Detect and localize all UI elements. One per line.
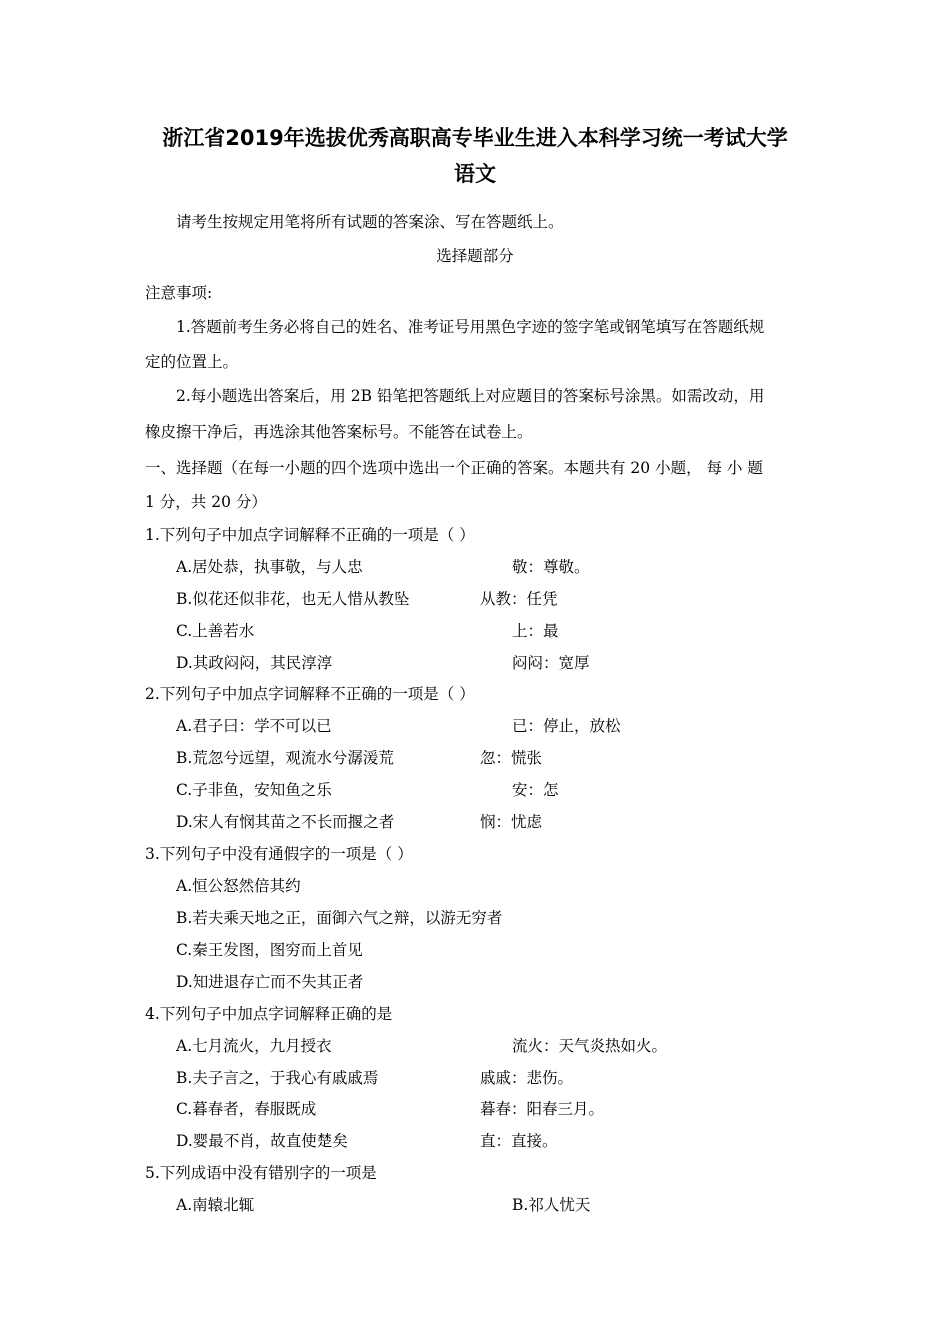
q4-option-c-explanation: 暮春：阳春三月。 [480,1100,605,1118]
q2-option-a: A.君子曰：学不可以已 [176,717,332,735]
q2-option-a-explanation: 已：停止，放松 [512,717,621,735]
q1-option-c: C.上善若水 [176,622,255,640]
part-1-instructions-line-2: 1 分，共 20 分） [145,493,267,511]
q3-stem: 3.下列句子中没有通假字的一项是（ ） [145,845,413,863]
q4-option-a: A.七月流火，九月授衣 [176,1037,332,1055]
notes-heading: 注意事项: [145,284,213,302]
q4-option-b: B.夫子言之，于我心有戚戚焉 [176,1069,379,1087]
q2-option-c-explanation: 安：怎 [512,781,559,799]
q4-option-c: C.暮春者，春服既成 [176,1100,317,1118]
q3-option-a: A.恒公怒然倍其约 [176,877,301,895]
q4-option-b-explanation: 戚戚：悲伤。 [480,1069,574,1087]
q1-option-b-explanation: 从教：任凭 [480,590,558,608]
q4-stem: 4.下列句子中加点字词解释正确的是 [145,1005,393,1023]
q3-option-d: D.知进退存亡而不失其正者 [176,973,364,991]
q1-option-d-explanation: 闷闷：宽厚 [512,654,590,672]
q2-option-c: C.子非鱼，安知鱼之乐 [176,781,332,799]
q3-option-c: C.秦王发图，图穷而上首见 [176,941,363,959]
exam-title-line2: 语文 [454,162,496,186]
q2-option-b: B.荒忽兮远望，观流水兮潺湲荒 [176,749,394,767]
note-1-line-1: 1.答题前考生务必将自己的姓名、准考证号用黑色字迹的签字笔或钢笔填写在答题纸规 [176,318,765,336]
q1-stem: 1.下列句子中加点字词解释不正确的一项是（ ） [145,526,475,544]
q5-stem: 5.下列成语中没有错别字的一项是 [145,1164,377,1182]
exam-title-line1: 浙江省2019年选拔优秀高职高专毕业生进入本科学习统一考试大学 [162,126,788,150]
q1-option-d: D.其政闷闷，其民淳淳 [176,654,333,672]
note-2-line-1: 2.每小题选出答案后，用 2B 铅笔把答题纸上对应题目的答案标号涂黑。如需改动，用 [176,387,765,405]
q2-option-d-explanation: 悯：忧虑 [480,813,543,831]
note-2-line-2: 橡皮擦干净后，再选涂其他答案标号。不能答在试卷上。 [145,423,533,441]
q2-stem: 2.下列句子中加点字词解释不正确的一项是（ ） [145,685,475,703]
q1-option-c-explanation: 上：最 [512,622,559,640]
q1-option-b: B.似花还似非花，也无人惜从教坠 [176,590,410,608]
note-1-line-2: 定的位置上。 [145,353,239,371]
q3-option-b: B.若夫乘天地之正，面御六气之辩，以游无穷者 [176,909,503,927]
q1-option-a: A.居处恭，执事敬，与人忠 [176,558,363,576]
q4-option-d-explanation: 直：直接。 [480,1132,558,1150]
q2-option-d: D.宋人有悯其苗之不长而揠之者 [176,813,395,831]
q5-option-b: B.祁人忧天 [512,1196,591,1214]
section-heading: 选择题部分 [436,247,514,265]
q4-option-d: D.婴最不肖，故直使楚矣 [176,1132,348,1150]
q4-option-a-explanation: 流火：天气炎热如火。 [512,1037,668,1055]
intro-text: 请考生按规定用笔将所有试题的答案涂、写在答题纸上。 [176,213,564,231]
q1-option-a-explanation: 敬：尊敬。 [512,558,590,576]
q2-option-b-explanation: 忽：慌张 [480,749,543,767]
part-1-instructions-line-1: 一、选择题（在每一小题的四个选项中选出一个正确的答案。本题共有 20 小题， 每 小 题 [145,459,763,477]
q5-option-a: A.南辕北辄 [176,1196,255,1214]
